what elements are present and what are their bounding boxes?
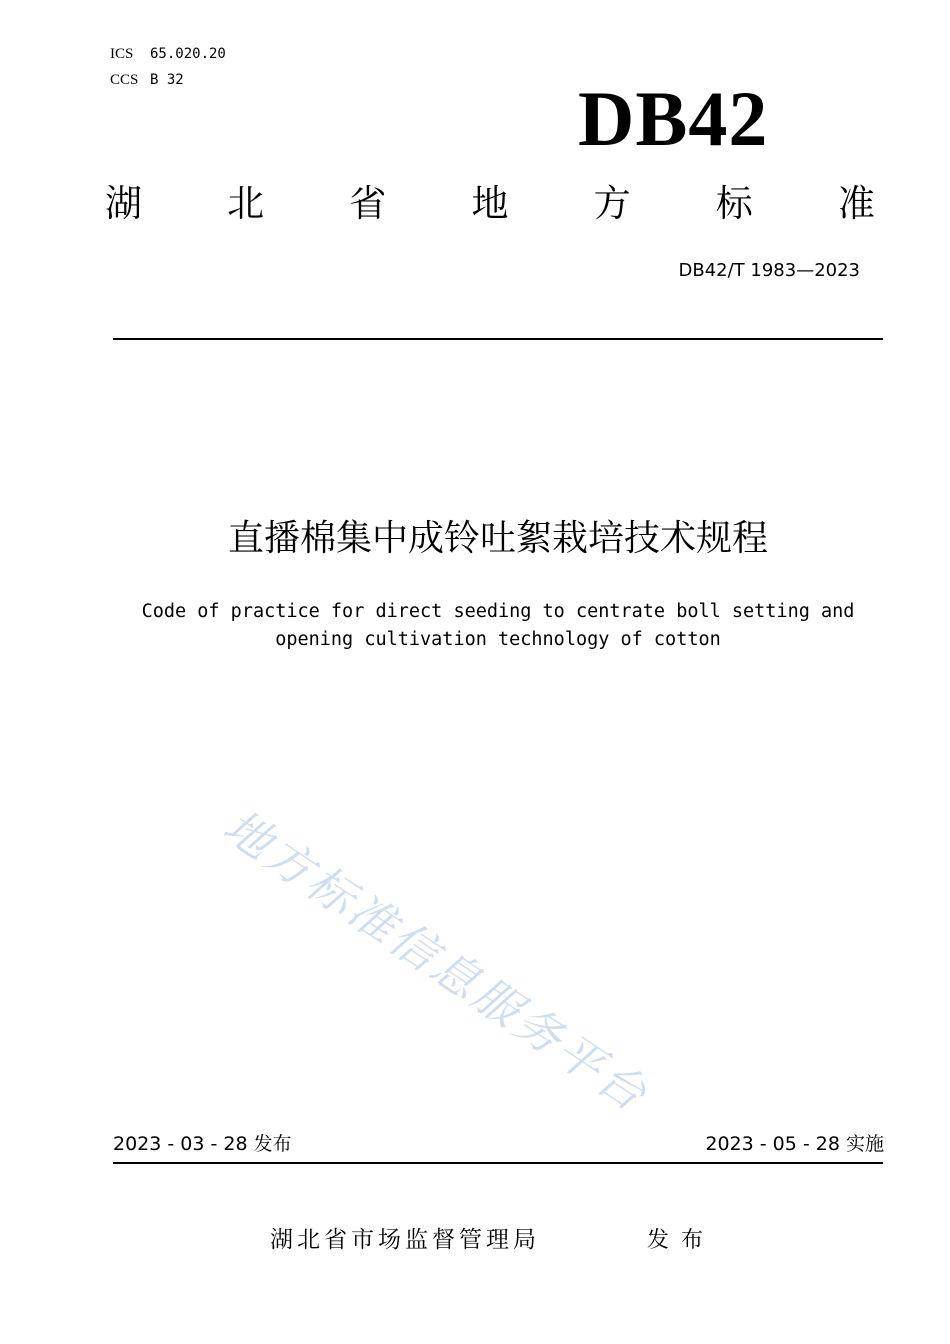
watermark: 地方标准信息服务平台 — [214, 798, 659, 1124]
top-divider — [113, 338, 883, 340]
english-title-line-1: Code of practice for direct seeding to centrate boll setting and — [141, 601, 855, 622]
issuing-action: 发布 — [647, 1228, 716, 1253]
chinese-title: 直播棉集中成铃吐絮栽培技术规程 — [227, 518, 768, 559]
ics-code: 65.020.20 — [150, 46, 226, 62]
standard-type-char: 湖 — [105, 182, 142, 225]
ccs-code: B 32 — [150, 72, 184, 88]
ics-classification — [110, 47, 226, 62]
standard-type-char: 北 — [227, 182, 265, 225]
english-title-line-2: opening cultivation technology of cotton — [275, 629, 721, 650]
issue-date: 2023 - 03 - 28 发布 — [113, 1133, 292, 1155]
issuing-authority: 湖北省市场监督管理局 — [270, 1227, 540, 1253]
standard-mark: DB42 — [578, 75, 769, 162]
standard-type-char: 省 — [349, 182, 387, 225]
standard-type-char: 准 — [837, 182, 875, 225]
standard-type-char: 标 — [715, 182, 753, 225]
implementation-date: 2023 - 05 - 28 实施 — [705, 1133, 884, 1155]
standard-number: DB42/T 1983—2023 — [678, 260, 860, 281]
ics-label: ICS — [110, 46, 134, 62]
standard-type-heading — [105, 182, 875, 225]
ccs-label: CCS — [110, 72, 139, 88]
standard-type-char: 方 — [593, 182, 631, 225]
bottom-divider — [113, 1162, 883, 1164]
ccs-classification — [110, 73, 184, 88]
standard-type-char: 地 — [471, 182, 509, 225]
